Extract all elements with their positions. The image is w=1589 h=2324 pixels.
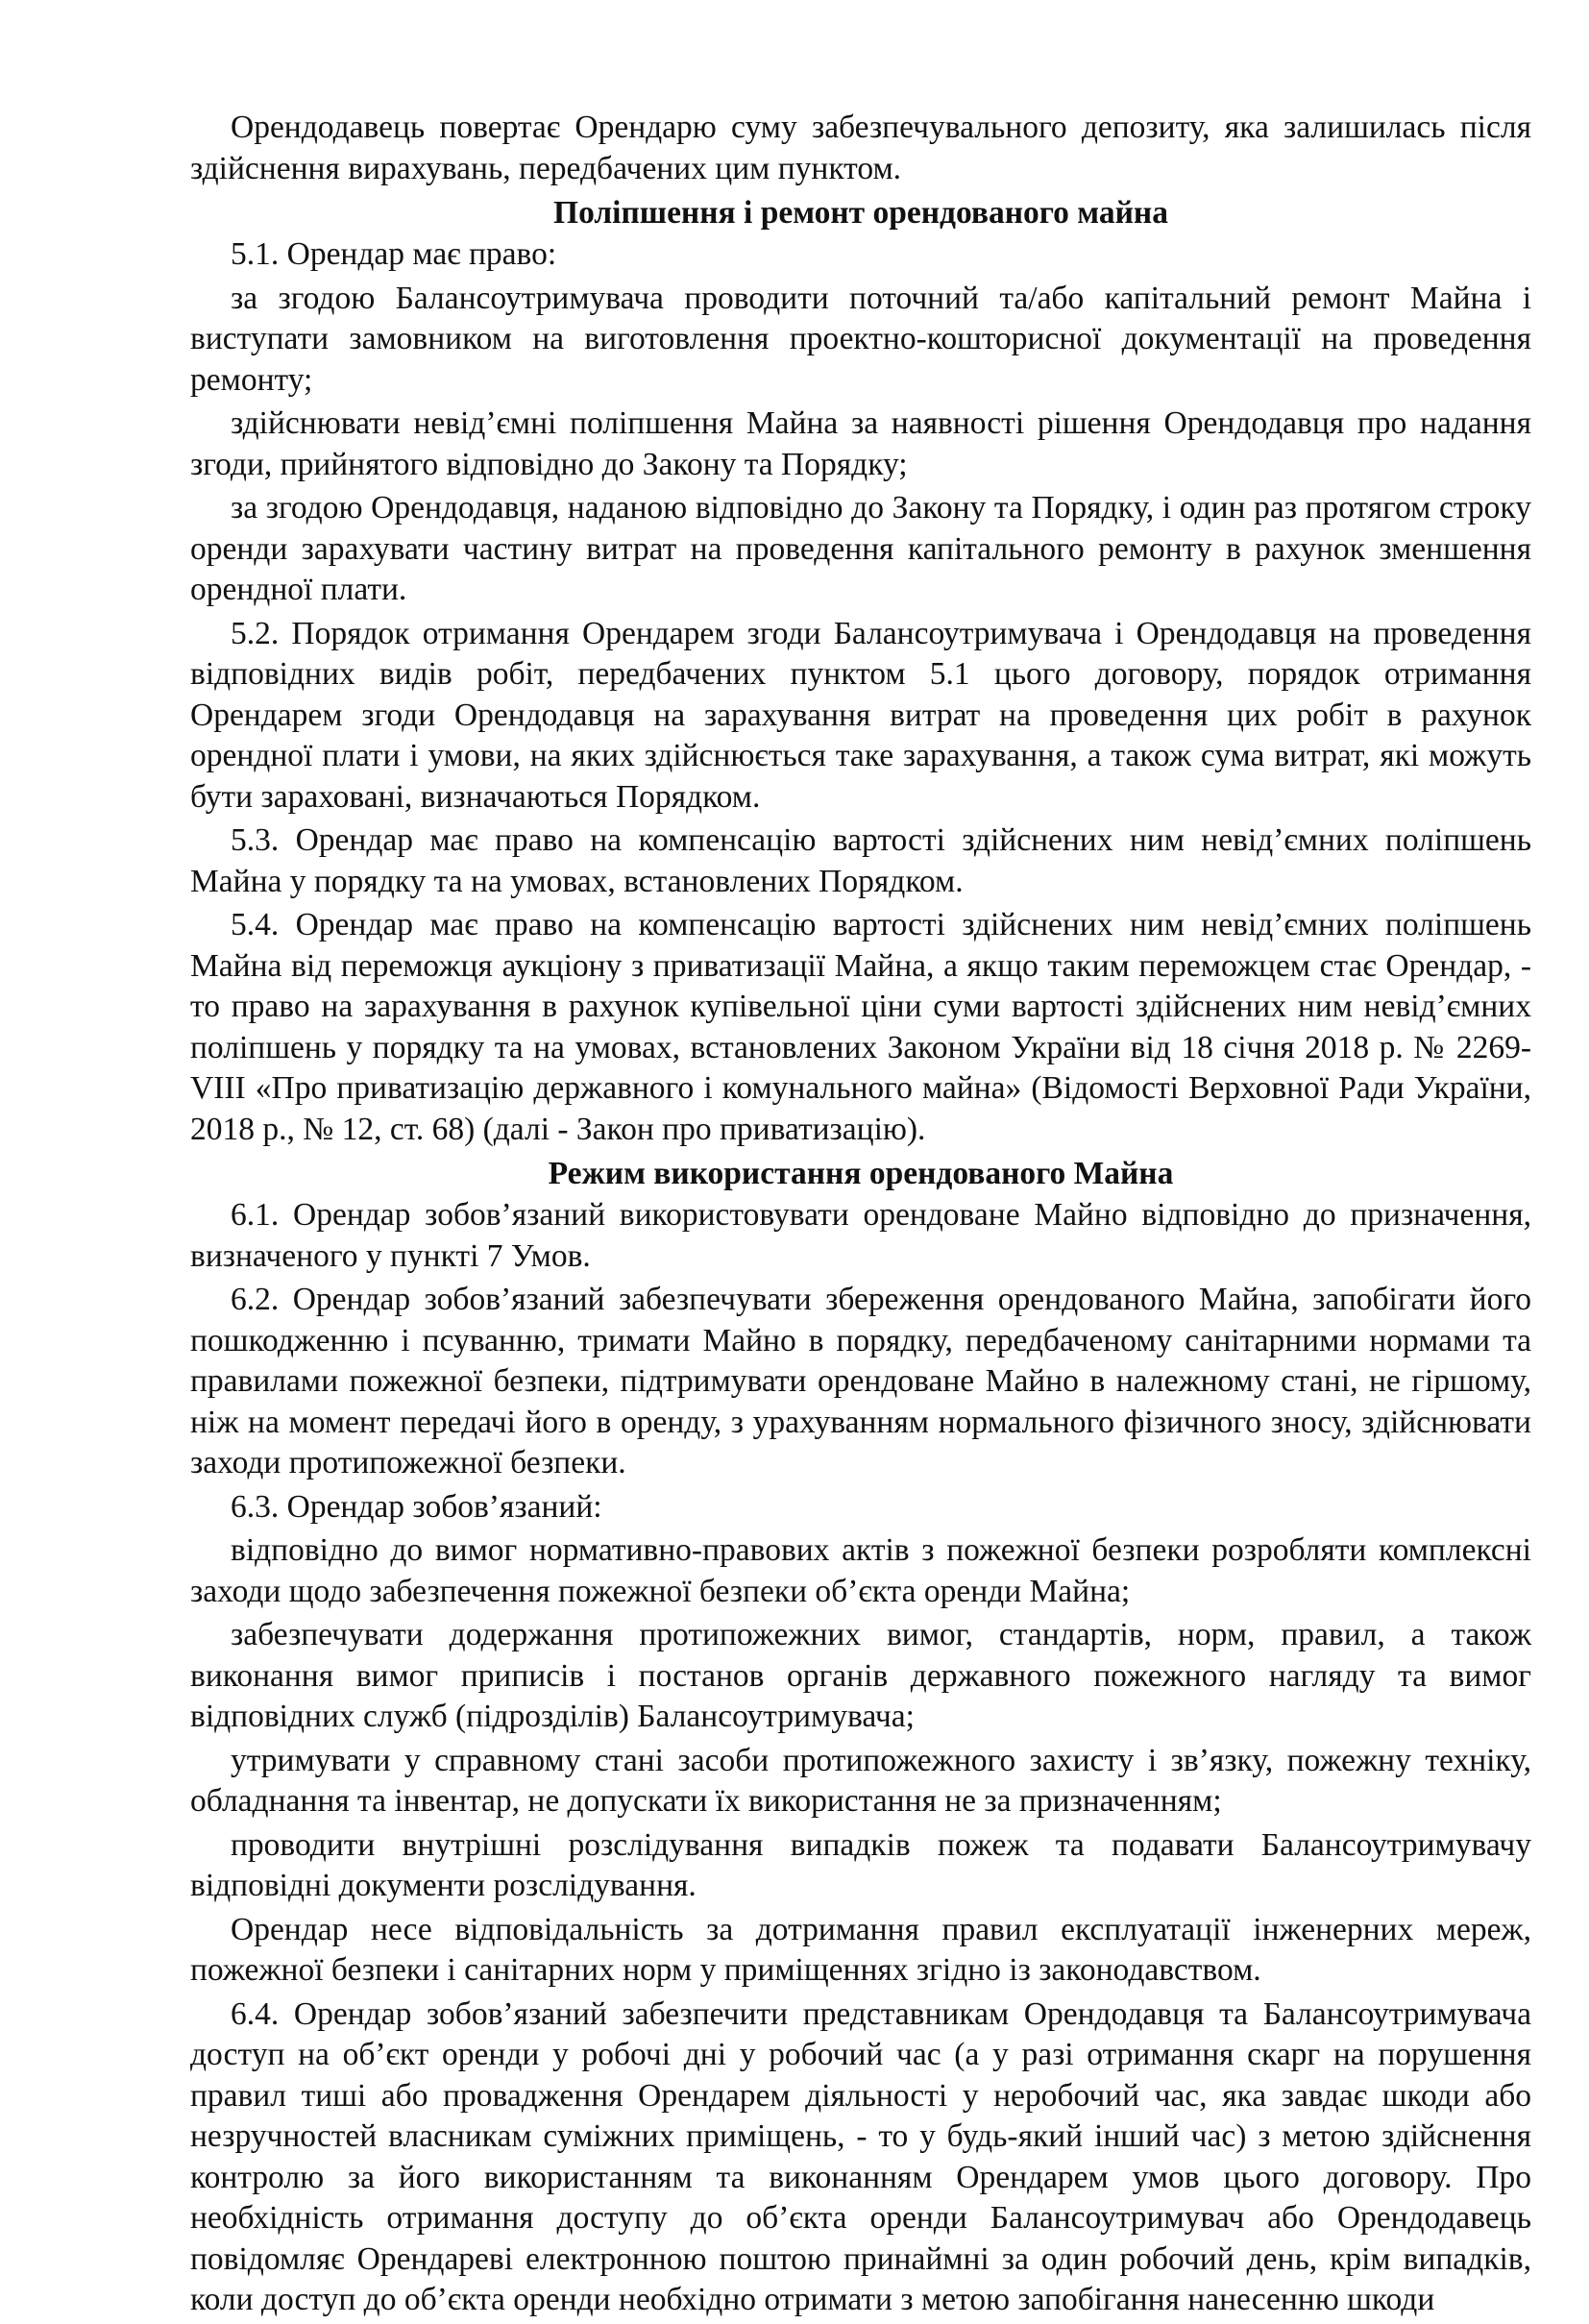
paragraph-6-3-d: проводити внутрішні розслідування випадків пожеж та подавати Балансоутримувачу відповідні документи розслідування. <box>190 1826 1531 1903</box>
paragraph-6-2: 6.2. Орендар зобов’язаний забезпечувати збереження орендованого Майна, запобігати його пошкодженню і псуванню, тримати Майно в порядку, передбаченому санітарними нормами та правилами пожежної безпеки, підтримувати орендоване Майно в належному стані, не гіршому, ніж на момент передачі його в оренду, з урахуванням нормального фізичного зносу, здійснювати заходи протипожежної безпеки. <box>190 1282 1531 1480</box>
paragraph-6-3-a: відповідно до вимог нормативно-правових актів з пожежної безпеки розробляти комплексні заходи щодо забезпечення пожежної безпеки об’єкта оренди Майна; <box>190 1532 1531 1609</box>
paragraph-5-1: 5.1. Орендар має право: <box>231 236 557 272</box>
paragraph-6-3-b: забезпечувати додержання протипожежних вимог, стандартів, норм, правил, а також виконання вимог приписів і постанов органів державного пожежного нагляду та вимог відповідних служб (підрозділів) Балансоутримувача; <box>190 1617 1531 1734</box>
paragraph-deposit-return: Орендодавець повертає Орендарю суму забезпечувального депозиту, яка залишилась після здійснення вирахувань, передбачених цим пунктом. <box>190 110 1531 186</box>
section-6-heading: Режим використання орендованого Майна <box>548 1156 1174 1191</box>
paragraph-6-4: 6.4. Орендар зобов’язаний забезпечити представникам Орендодавця та Балансоутримувача доступ на об’єкт оренди у робочі дні у робочий час (а у разі отримання скарг на порушення правил тиші або провадження Орендарем діяльності у неробочий час, яка завдає шкоди або незручностей власникам суміжних приміщень, - то у будь-який інший час) з метою здійснення контролю за його використанням та виконанням Орендарем умов цього договору. Про необхідність отримання доступу до об’єкта оренди Балансоутримувач або Орендодавець повідомляє Орендареві електронною поштою принаймні за один робочий день, крім випадків, коли доступ до об’єкта оренди необхідно отримати з метою запобігання нанесенню шкоди <box>190 1995 1531 2317</box>
paragraph-5-1-c: за згодою Орендодавця, наданою відповідно до Закону та Порядку, і один раз протягом строку оренди зарахувати частину витрат на проведення капітального ремонту в рахунок зменшення орендної плати. <box>190 490 1531 607</box>
document-page <box>190 108 1531 2324</box>
paragraph-5-4: 5.4. Орендар має право на компенсацію вартості здійснених ним невід’ємних поліпшень Майна від переможця аукціону з приватизації Майна, а якщо таким переможцем стає Орендар, - то право на зарахування в рахунок купівельної ціни суми вартості здійснених ним невід’ємних поліпшень у порядку та на умовах, встановлених Законом України від 18 січня 2018 р. № 2269-VIII «Про приватизацію державного і комунального майна» (Відомості Верховної Ради України, 2018 р., № 12, ст. 68) (далі - Закон про приватизацію). <box>190 907 1531 1147</box>
paragraph-6-3: 6.3. Орендар зобов’язаний: <box>231 1488 602 1525</box>
paragraph-5-1-b: здійснювати невід’ємні поліпшення Майна за наявності рішення Орендодавця про надання згоди, прийнятого відповідно до Закону та Порядку; <box>190 405 1531 482</box>
paragraph-6-3-c: утримувати у справному стані засоби протипожежного захисту і зв’язку, пожежну техніку, обладнання та інвентар, не допускати їх використання не за призначенням; <box>190 1742 1531 1819</box>
paragraph-5-2: 5.2. Порядок отримання Орендарем згоди Балансоутримувача і Орендодавця на проведення відповідних видів робіт, передбачених пунктом 5.1 цього договору, порядок отримання Орендарем згоди Орендодавця на зарахування витрат на проведення цих робіт в рахунок орендної плати і умови, на яких здійснюється таке зарахування, а також сума витрат, які можуть бути зараховані, визначаються Порядком. <box>190 615 1531 815</box>
paragraph-5-3: 5.3. Орендар має право на компенсацію вартості здійснених ним невід’ємних поліпшень Майна у порядку та на умовах, встановлених Порядком. <box>190 822 1531 899</box>
paragraph-6-1: 6.1. Орендар зобов’язаний використовувати орендоване Майно відповідно до призначення, визначеного у пункті 7 Умов. <box>190 1197 1531 1274</box>
paragraph-5-1-a: за згодою Балансоутримувача проводити поточний та/або капітальний ремонт Майна і виступати замовником на виготовлення проектно-кошторисної документації на проведення ремонту; <box>190 280 1531 398</box>
section-5-heading: Поліпшення і ремонт орендованого майна <box>553 195 1168 231</box>
paragraph-6-3-responsibility: Орендар несе відповідальність за дотримання правил експлуатації інженерних мереж, пожежної безпеки і санітарних норм у приміщеннях згідно із законодавством. <box>190 1911 1531 1988</box>
